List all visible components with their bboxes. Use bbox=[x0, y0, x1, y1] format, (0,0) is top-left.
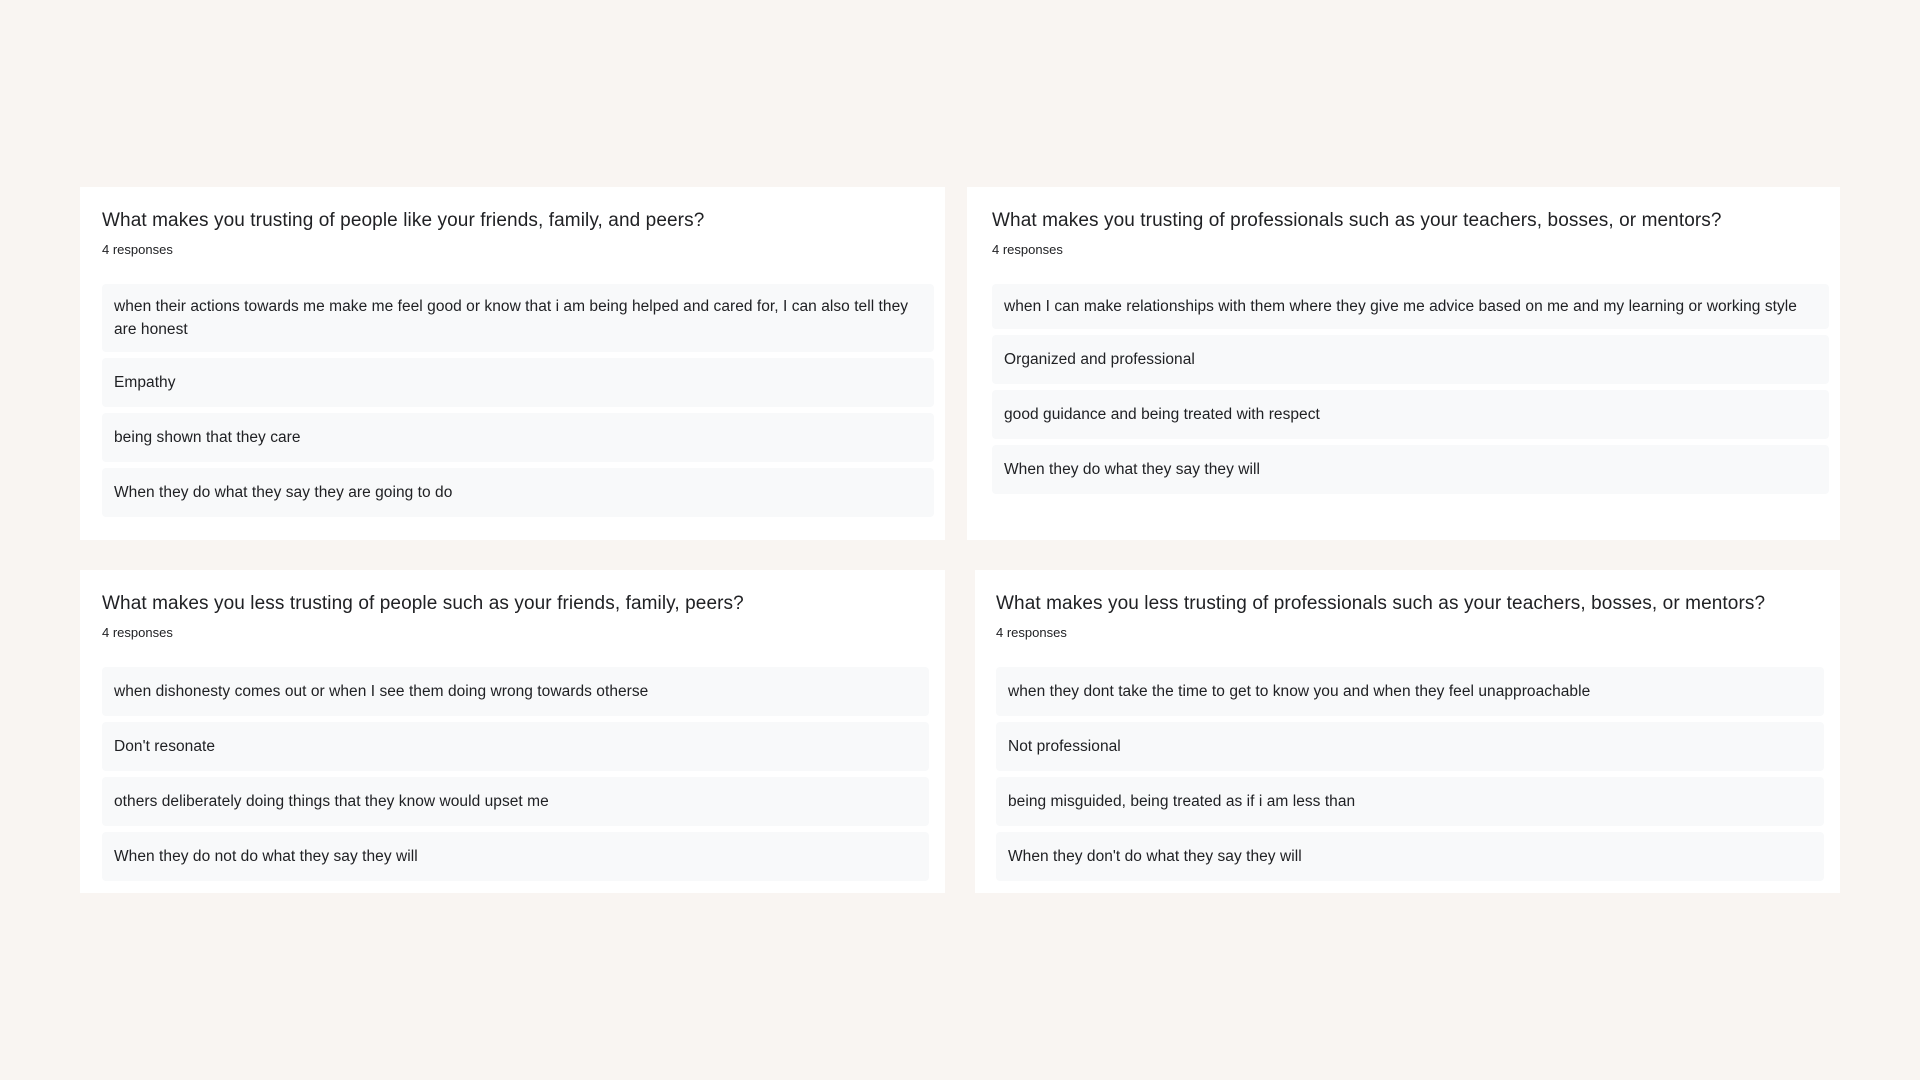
question-title: What makes you trusting of professionals such as your teachers, bosses, or mentors? bbox=[992, 210, 1722, 231]
response-item: Not professional bbox=[996, 722, 1824, 771]
response-item: being shown that they care bbox=[102, 413, 934, 462]
response-item: When they do what they say they will bbox=[992, 445, 1829, 494]
response-item: being misguided, being treated as if i am less than bbox=[996, 777, 1824, 826]
question-card-less-trusting-professionals bbox=[975, 570, 1840, 893]
response-count: 4 responses bbox=[102, 625, 173, 640]
response-list bbox=[102, 284, 934, 517]
response-item: When they do not do what they say they will bbox=[102, 832, 929, 881]
response-list bbox=[992, 284, 1829, 494]
question-title: What makes you less trusting of professionals such as your teachers, bosses, or mentors? bbox=[996, 593, 1766, 614]
response-item: when dishonesty comes out or when I see them doing wrong towards otherse bbox=[102, 667, 929, 716]
response-count: 4 responses bbox=[992, 242, 1063, 257]
response-item: good guidance and being treated with respect bbox=[992, 390, 1829, 439]
response-item: When they do what they say they are going to do bbox=[102, 468, 934, 517]
question-card-trusting-people bbox=[80, 187, 945, 540]
response-item: when their actions towards me make me feel good or know that i am being helped and cared for, I can also tell they are honest bbox=[102, 284, 934, 352]
question-title: What makes you less trusting of people such as your friends, family, peers? bbox=[102, 593, 744, 614]
response-count: 4 responses bbox=[996, 625, 1067, 640]
response-item: others deliberately doing things that they know would upset me bbox=[102, 777, 929, 826]
response-count: 4 responses bbox=[102, 242, 173, 257]
response-list bbox=[102, 667, 929, 881]
response-item: when I can make relationships with them where they give me advice based on me and my learning or working style bbox=[992, 284, 1829, 329]
response-item: when they dont take the time to get to know you and when they feel unapproachable bbox=[996, 667, 1824, 716]
response-item: Don't resonate bbox=[102, 722, 929, 771]
question-title: What makes you trusting of people like your friends, family, and peers? bbox=[102, 210, 705, 231]
question-card-less-trusting-people bbox=[80, 570, 945, 893]
question-card-trusting-professionals bbox=[967, 187, 1840, 540]
response-item: When they don't do what they say they will bbox=[996, 832, 1824, 881]
response-item: Organized and professional bbox=[992, 335, 1829, 384]
response-item: Empathy bbox=[102, 358, 934, 407]
response-list bbox=[996, 667, 1824, 881]
